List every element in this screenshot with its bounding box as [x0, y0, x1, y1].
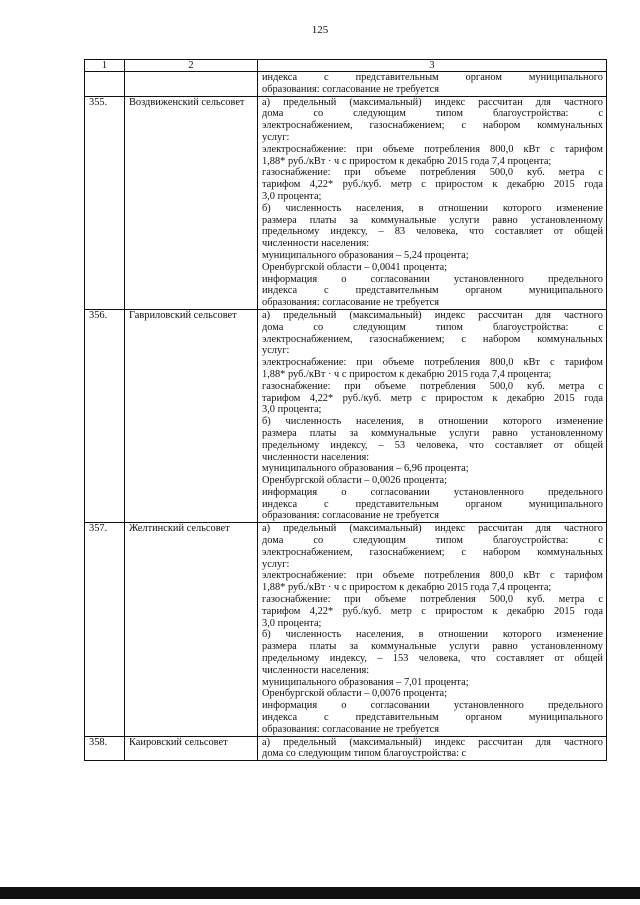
text-line: газоснабжение: при объеме потребления 500,0 куб. метра с: [262, 594, 603, 606]
text-line: информация о согласовании установленного предельного: [262, 700, 603, 712]
text-line: дома со следующим типом благоустройства: с: [262, 748, 467, 760]
text-line: а) предельный (максимальный) индекс рассчитан для частного: [262, 309, 603, 321]
text-line: газоснабжение: при объеме потребления 500,0 куб. метра с: [262, 167, 603, 179]
text-line: б) численность населения, в отношении которого изменение: [262, 629, 603, 641]
index-description: [258, 309, 607, 522]
text-line: электроснабжением, газоснабжением; с набором коммунальных: [262, 546, 603, 558]
text-line: тарифом 4,22* руб./куб. метр с приростом к декабрю 2015 года: [262, 179, 603, 191]
table-body: [85, 72, 607, 761]
text-line: 1,88* руб./кВт · ч с приростом к декабрю 2015 года 7,4 процента;: [262, 155, 552, 167]
text-line: индекса с представительным органом муниципального: [262, 712, 603, 724]
text-line: газоснабжение: при объеме потребления 500,0 куб. метра с: [262, 380, 603, 392]
table-row: [85, 309, 607, 522]
table-row: [85, 523, 607, 736]
text-line: индекса с представительным органом муниципального: [262, 285, 603, 297]
text-line: дома со следующим типом благоустройства: с: [262, 321, 603, 333]
continuation-name: [125, 72, 258, 97]
scan-edge-bar: [0, 887, 640, 899]
text-line: а) предельный (максимальный) индекс рассчитан для частного: [262, 736, 603, 748]
row-number: 358.: [85, 736, 125, 761]
text-line: предельному индексу, – 53 человека, что составляет от общей: [262, 439, 603, 451]
text-line: 1,88* руб./кВт · ч с приростом к декабрю 2015 года 7,4 процента;: [262, 582, 552, 594]
text-line: Оренбургской области – 0,0041 процента;: [262, 261, 448, 273]
text-line: индекса с представительным органом муниципального: [262, 72, 603, 83]
text-line: численности населения:: [262, 451, 370, 463]
text-line: размера платы за коммунальные услуги равно установленному: [262, 427, 603, 439]
header-row: [85, 60, 607, 72]
municipality-name: Воздвиженский сельсовет: [125, 96, 258, 309]
text-line: тарифом 4,22* руб./куб. метр с приростом к декабрю 2015 года: [262, 605, 603, 617]
text-line: образования: согласование не требуется: [262, 83, 440, 95]
text-line: численности населения:: [262, 664, 370, 676]
text-line: а) предельный (максимальный) индекс рассчитан для частного: [262, 523, 603, 535]
continuation-row: [85, 72, 607, 97]
index-description: [258, 523, 607, 736]
text-line: образования: согласование не требуется: [262, 510, 440, 522]
text-line: информация о согласовании установленного предельного: [262, 486, 603, 498]
text-line: услуг:: [262, 131, 290, 143]
text-line: муниципального образования – 6,96 процента;: [262, 463, 469, 475]
text-line: муниципального образования – 5,24 процента;: [262, 249, 469, 261]
text-line: электроснабжение: при объеме потребления 800,0 кВт с тарифом: [262, 357, 603, 369]
row-number: 356.: [85, 309, 125, 522]
text-line: электроснабжением, газоснабжением; с набором коммунальных: [262, 333, 603, 345]
text-line: 3,0 процента;: [262, 617, 322, 629]
text-line: информация о согласовании установленного предельного: [262, 273, 603, 285]
text-line: электроснабжение: при объеме потребления 800,0 кВт с тарифом: [262, 570, 603, 582]
text-line: образования: согласование не требуется: [262, 723, 440, 735]
continuation-num: [85, 72, 125, 97]
continuation-text: [258, 72, 607, 97]
text-line: электроснабжение: при объеме потребления 800,0 кВт с тарифом: [262, 143, 603, 155]
header-col-1: 1: [85, 60, 125, 72]
text-line: электроснабжением, газоснабжением; с набором коммунальных: [262, 120, 603, 132]
text-line: размера платы за коммунальные услуги равно установленному: [262, 641, 603, 653]
row-number: 357.: [85, 523, 125, 736]
text-line: б) численность населения, в отношении которого изменение: [262, 416, 603, 428]
text-line: муниципального образования – 7,01 процента;: [262, 676, 469, 688]
page-number: 125: [311, 24, 329, 36]
text-line: услуг:: [262, 345, 290, 357]
text-line: 3,0 процента;: [262, 404, 322, 416]
text-line: б) численность населения, в отношении которого изменение: [262, 202, 603, 214]
text-line: индекса с представительным органом муниципального: [262, 498, 603, 510]
index-description: [258, 736, 607, 761]
header-col-2: 2: [125, 60, 258, 72]
text-line: услуг:: [262, 558, 290, 570]
text-line: Оренбургской области – 0,0026 процента;: [262, 475, 448, 487]
text-line: образования: согласование не требуется: [262, 297, 440, 309]
text-line: 1,88* руб./кВт · ч с приростом к декабрю 2015 года 7,4 процента;: [262, 368, 552, 380]
header-col-3: 3: [258, 60, 607, 72]
text-line: а) предельный (максимальный) индекс рассчитан для частного: [262, 96, 603, 108]
table-row: [85, 96, 607, 309]
row-number: 355.: [85, 96, 125, 309]
text-line: Оренбургской области – 0,0076 процента;: [262, 688, 448, 700]
text-line: предельному индексу, – 83 человека, что составляет от общей: [262, 226, 603, 238]
indices-table: [84, 59, 607, 761]
municipality-name: Каировский сельсовет: [125, 736, 258, 761]
index-description: [258, 96, 607, 309]
text-line: дома со следующим типом благоустройства: с: [262, 108, 603, 120]
text-line: численности населения:: [262, 238, 370, 250]
table-row: [85, 736, 607, 761]
text-line: тарифом 4,22* руб./куб. метр с приростом к декабрю 2015 года: [262, 392, 603, 404]
text-line: дома со следующим типом благоустройства: с: [262, 535, 603, 547]
text-line: размера платы за коммунальные услуги равно установленному: [262, 214, 603, 226]
municipality-name: Гавриловский сельсовет: [125, 309, 258, 522]
municipality-name: Желтинский сельсовет: [125, 523, 258, 736]
text-line: предельному индексу, – 153 человека, что составляет от общей: [262, 653, 603, 665]
text-line: 3,0 процента;: [262, 190, 322, 202]
